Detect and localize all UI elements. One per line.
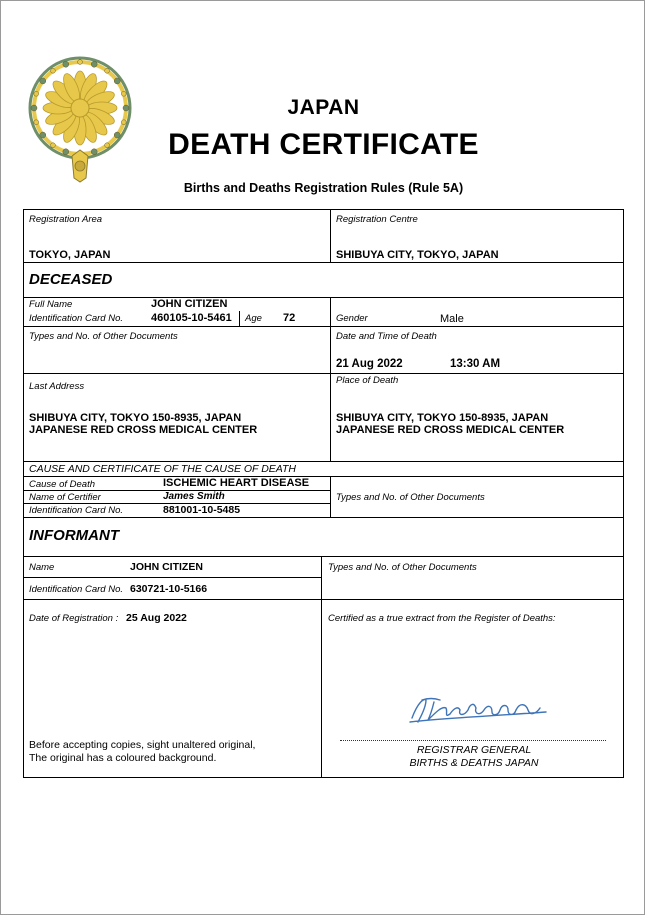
gender-value: Male <box>440 313 464 325</box>
registration-centre-label: Registration Centre <box>336 214 418 225</box>
divider <box>24 262 623 263</box>
last-address-line2: JAPANESE RED CROSS MEDICAL CENTER <box>29 424 258 436</box>
informant-heading: INFORMANT <box>29 527 119 544</box>
time-of-death-value: 13:30 AM <box>450 358 501 370</box>
deceased-id-value: 460105-10-5461 <box>151 312 232 324</box>
imperial-seal-emblem <box>26 54 134 186</box>
divider <box>24 556 623 557</box>
divider <box>24 476 623 477</box>
informant-other-docs-label: Types and No. of Other Documents <box>328 562 477 573</box>
date-of-death-value: 21 Aug 2022 <box>336 358 403 370</box>
gender-label: Gender <box>336 313 368 324</box>
age-value: 72 <box>283 312 296 324</box>
cause-of-death-label: Cause of Death <box>29 479 96 490</box>
registrar-signature <box>404 688 554 728</box>
full-name-value: JOHN CITIZEN <box>151 298 228 310</box>
informant-name-label: Name <box>29 562 55 573</box>
full-name-label: Full Name <box>29 299 73 310</box>
place-of-death-line2: JAPANESE RED CROSS MEDICAL CENTER <box>336 424 565 436</box>
country-heading: JAPAN <box>287 96 360 119</box>
last-address-label: Last Address <box>29 381 85 392</box>
registrar-title-line1: REGISTRAR GENERAL <box>416 744 532 756</box>
rules-subtitle: Births and Deaths Registration Rules (Rule 5A) <box>183 181 464 195</box>
certificate-table <box>23 209 624 778</box>
certifier-label: Name of Certifier <box>29 492 101 503</box>
deceased-heading: DECEASED <box>29 271 113 288</box>
cause-of-death-value: ISCHEMIC HEART DISEASE <box>163 477 310 489</box>
signature-line <box>340 740 606 741</box>
divider <box>330 210 331 262</box>
place-of-death-line1: SHIBUYA CITY, TOKYO 150-8935, JAPAN <box>336 412 549 424</box>
document-title: DEATH CERTIFICATE <box>168 128 479 161</box>
registration-area-value: TOKYO, JAPAN <box>29 249 111 261</box>
divider <box>24 599 623 600</box>
certified-extract-text: Certified as a true extract from the Register of Deaths: <box>328 613 556 624</box>
divider <box>24 373 623 374</box>
divider <box>24 461 623 462</box>
certifier-value: James Smith <box>163 491 225 502</box>
certifier-id-value: 881001-10-5485 <box>163 504 241 516</box>
registration-area-label: Registration Area <box>29 214 103 225</box>
cause-other-docs-label: Types and No. of Other Documents <box>336 492 485 503</box>
informant-id-label: Identification Card No. <box>29 584 123 595</box>
divider <box>24 326 623 327</box>
divider <box>330 297 331 461</box>
note-line2: The original has a coloured background. <box>29 752 217 764</box>
registration-centre-value: SHIBUYA CITY, TOKYO, JAPAN <box>336 249 499 261</box>
informant-name-value: JOHN CITIZEN <box>130 561 203 573</box>
divider <box>330 476 331 517</box>
place-of-death-label: Place of Death <box>336 375 399 386</box>
divider <box>24 577 321 578</box>
divider <box>321 556 322 777</box>
registrar-title-line2: BIRTHS & DEATHS JAPAN <box>409 757 539 769</box>
informant-id-value: 630721-10-5166 <box>130 583 208 595</box>
certifier-id-label: Identification Card No. <box>29 505 123 516</box>
date-of-registration-value: 25 Aug 2022 <box>126 612 187 624</box>
divider <box>24 517 623 518</box>
deceased-id-label: Identification Card No. <box>29 313 123 324</box>
divider <box>239 311 240 326</box>
datetime-of-death-label: Date and Time of Death <box>336 331 437 342</box>
cause-heading: CAUSE AND CERTIFICATE OF THE CAUSE OF DEATH <box>29 463 297 475</box>
age-label: Age <box>245 313 262 324</box>
divider <box>24 297 623 298</box>
last-address-line1: SHIBUYA CITY, TOKYO 150-8935, JAPAN <box>29 412 242 424</box>
date-of-registration-label: Date of Registration : <box>29 613 119 624</box>
deceased-other-docs-label: Types and No. of Other Documents <box>29 331 178 342</box>
note-line1: Before accepting copies, sight unaltered original, <box>29 739 256 751</box>
